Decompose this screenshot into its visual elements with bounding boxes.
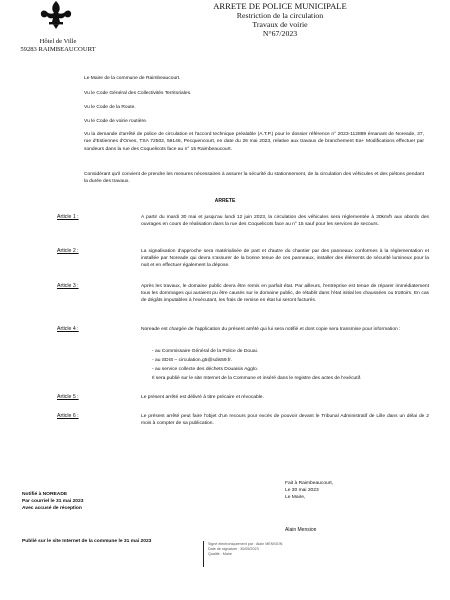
preamble-paragraph: Vu le Code de voirie routière. [84,119,148,124]
town-hall-label: Hôtel de Ville [39,38,77,45]
preamble-paragraph: Vu le Code de la Route. [84,105,136,110]
article-label: Article 6 : [57,413,79,419]
preamble-paragraph: Le Maire de la commune de Raimbeaucourt. [84,76,181,81]
article-label: Article 1 : [57,214,79,220]
publication-note: Publié sur le site Internet de la commune le 31 mai 2023 [22,539,152,544]
article-label: Article 2 : [57,248,79,254]
electronic-signature [208,542,358,557]
mayor-name: Alain Mension [285,527,317,533]
fleur-de-lis-logo [36,0,76,30]
list-item: Il sera publié sur le site Internet de la Commune et inséré dans le registre des actes de l'exécutif. [152,376,362,381]
notification-line: Notifié à NOREADE [22,492,68,497]
signature-line: Qualité : Maire [208,552,232,556]
signature-line: Signé électroniquement par : Alain MENSION [208,542,283,546]
document-title: ARRETE DE POLICE MUNICIPALE [213,1,347,11]
document-number: N°67/2023 [262,29,298,38]
place-line: Fait à Raimbeaucourt, [285,481,334,486]
article-text: A partir du mardi 30 mai et jusqu'au lundi 12 juin 2023, la circulation des véhicules sera réglementée à 30km/h aux abords des ouvrages en cours de réalisation dans la rue des Coquelicots face au n° 15 sauf pour les services de secours. [141,215,429,228]
article-label: Article 3 : [57,283,79,289]
preamble-paragraph: Vu le Code Général des Collectivités Territoriales. [84,91,192,96]
preamble-paragraph: Considérant qu'il convient de prendre les mesures nécessaires à assurer la sécurité du stationnement, de la circulation des véhicules et des piétons pendant la durée des travaux. [84,172,424,185]
notification-line: Avec accusé de réception [22,506,82,512]
signature-place-date [285,481,425,501]
list-item: - au SDIS – circulation.g5@sdis59.fr. [152,358,232,363]
article-text: La signalisation d'approche sera matérialisée de part et d'autre du chantier par des panneaux conformes à la réglementation et installée par Noreade qui devra s'assurer de la bonne tenue de ces panneaux, installer des éléments de sécurité lumineux pour la nuit et en effectuer également la dépose. [141,249,429,269]
date-line: Le 30 mai 2023 [285,487,319,493]
signature-line: Date de signature : 30/05/2023 [208,547,259,551]
article-text: Le présent arrêté est délivré à titre précaire et révocable. [141,395,264,400]
article-label: Article 5 : [57,394,79,400]
role-line: Le Maire, [285,494,306,500]
town-address-label: 59283 RAIMBEAUCOURT [20,46,96,53]
article-text: Après les travaux, le domaine public devra être remis en parfait état. Par ailleurs, l'entreprise est tenue de réparer immédiatement tous les dommages qui auraient pu être causés sur le domaine public, de rétablir dans l'état initial les chaussées ou trottoirs. En cas de dégâts imputables à l'exécutant, les frais de remise en état lui seront facturés. [141,284,429,304]
notification-line: Par courriel le 31 mai 2023 [22,499,84,505]
document-subtitle: Travaux de voirie [252,20,308,29]
article-text: Noreade est chargée de l'application du présent arrêté qui lui sera notifié et dont copie sera transmise pour information : [141,327,401,332]
arrete-heading: ARRETE [214,198,236,204]
signature-bar [203,541,204,567]
article-text: Le présent arrêté peut faire l'objet d'un recours pour excès de pouvoir devant le Tribunal Administratif de Lille dans un délai de 2 mois à compter de sa publication. [141,414,429,427]
preamble-paragraph: Vu la demande d'arrêté de police de circulation et l'accord technique préalable (A.T.P.) pour le dossier référence n° 2023-112889 émanant de Noreade, 37, rue d'Estiennes d'Orves, TSA 72502, 59146, Pecquencourt, en date du 26 mai 2023, relative aux travaux de branchement Ea+ Modifications effectuer par sondeurs dans la rue des Coquelicots face au n° 15 Raimbeaucourt. [84,132,424,152]
notification-block [22,491,182,513]
list-item: - au Commissaire Général de la Police de Douai. [152,349,259,354]
list-item: - au service collecte des déchets Douaisis Agglo. [152,367,259,372]
document-subtitle: Restriction de la circulation [236,11,324,20]
article-label: Article 4 : [57,326,79,332]
